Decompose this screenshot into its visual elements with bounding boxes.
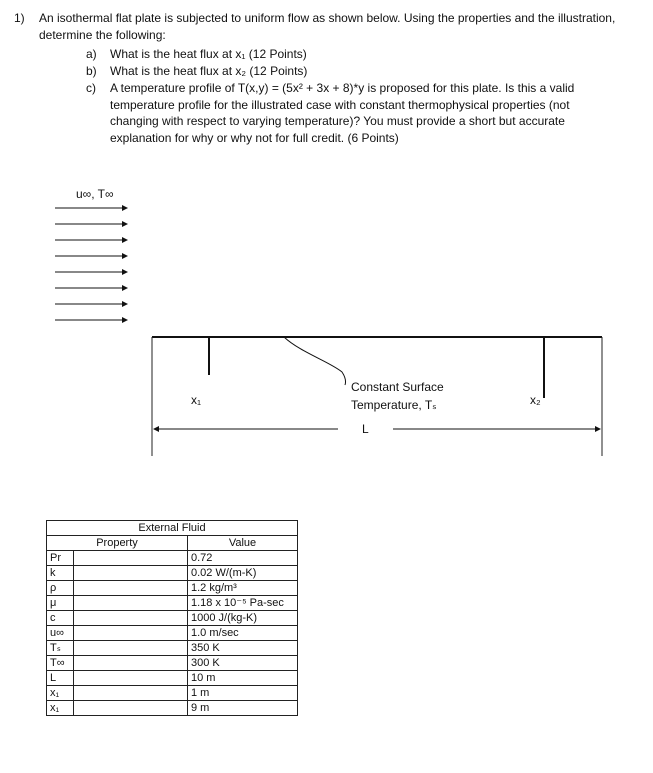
property-symbol: L xyxy=(47,671,74,686)
part-c-text: A temperature profile of T(x,y) = (5x² + 3x + 8)*y is proposed for this plate. Is this a valid temperature profile for the illustrated case with constant thermophysical properties (not changing with respect to varying temperature)? You must provide a short but accurate explanation for why or why not for full credit. (6 Points) xyxy=(110,81,575,145)
table-row xyxy=(47,611,298,626)
property-value: 1.18 x 10⁻⁵ Pa-sec xyxy=(188,596,298,611)
property-blank xyxy=(74,641,188,656)
properties-table xyxy=(46,520,298,716)
property-value: 1.2 kg/m³ xyxy=(188,581,298,596)
question-stem: An isothermal flat plate is subjected to uniform flow as shown below. Using the properties and the illustration, determine the following: xyxy=(39,11,616,42)
x1-label: x₁ xyxy=(191,393,202,407)
property-value: 1000 J/(kg-K) xyxy=(188,611,298,626)
flow-arrows xyxy=(55,208,127,320)
property-blank xyxy=(74,626,188,641)
table-row xyxy=(47,671,298,686)
property-blank xyxy=(74,701,188,716)
property-symbol: x₁ xyxy=(47,686,74,701)
property-blank xyxy=(74,611,188,626)
table-row xyxy=(47,686,298,701)
part-c-label: c) xyxy=(86,81,96,95)
property-header: Property xyxy=(47,536,188,551)
table-title: External Fluid xyxy=(47,521,298,536)
property-value: 10 m xyxy=(188,671,298,686)
part-b-label: b) xyxy=(86,64,97,78)
table-row xyxy=(47,551,298,566)
property-blank xyxy=(74,671,188,686)
question-number: 1) xyxy=(14,11,25,25)
table-row xyxy=(47,656,298,671)
property-symbol: c xyxy=(47,611,74,626)
surface-label-line1: Constant Surface xyxy=(351,380,444,394)
part-a-text: What is the heat flux at x₁ (12 Points) xyxy=(110,47,307,61)
x2-label: x₂ xyxy=(530,393,541,407)
property-symbol: Tₛ xyxy=(47,641,74,656)
length-label: L xyxy=(362,422,369,436)
table-row xyxy=(47,596,298,611)
property-symbol: ρ xyxy=(47,581,74,596)
surface-leader-line xyxy=(284,337,346,385)
value-header: Value xyxy=(188,536,298,551)
table-row xyxy=(47,701,298,716)
table-row xyxy=(47,626,298,641)
table-row xyxy=(47,581,298,596)
property-value: 0.72 xyxy=(188,551,298,566)
table-row xyxy=(47,641,298,656)
property-blank xyxy=(74,596,188,611)
property-symbol: u∞ xyxy=(47,626,74,641)
property-value: 1.0 m/sec xyxy=(188,626,298,641)
property-value: 1 m xyxy=(188,686,298,701)
property-blank xyxy=(74,656,188,671)
property-blank xyxy=(74,551,188,566)
property-symbol: Pr xyxy=(47,551,74,566)
property-symbol: μ xyxy=(47,596,74,611)
part-b-text: What is the heat flux at x₂ (12 Points) xyxy=(110,64,308,78)
flow-label: u∞, T∞ xyxy=(76,187,114,201)
property-symbol: k xyxy=(47,566,74,581)
property-symbol: T∞ xyxy=(47,656,74,671)
surface-label-line2: Temperature, Tₛ xyxy=(351,398,437,412)
property-blank xyxy=(74,686,188,701)
table-row xyxy=(47,566,298,581)
property-blank xyxy=(74,566,188,581)
property-value: 0.02 W/(m-K) xyxy=(188,566,298,581)
part-a-label: a) xyxy=(86,47,97,61)
property-value: 9 m xyxy=(188,701,298,716)
property-value: 300 K xyxy=(188,656,298,671)
table-body xyxy=(47,551,298,716)
property-blank xyxy=(74,581,188,596)
property-symbol: x₁ xyxy=(47,701,74,716)
property-value: 350 K xyxy=(188,641,298,656)
